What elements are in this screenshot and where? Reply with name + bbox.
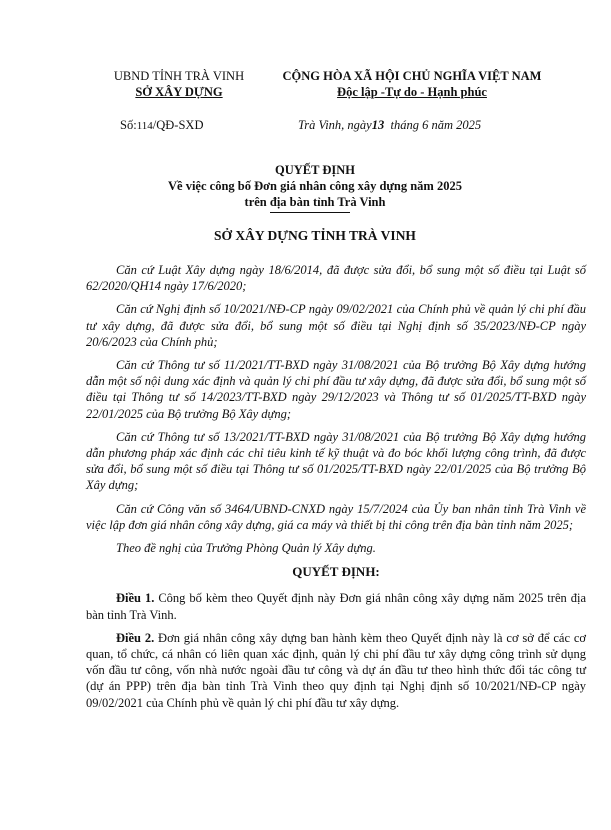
number-value: 114: [136, 120, 153, 132]
department-name: SỞ XÂY DỰNG: [135, 85, 223, 99]
number-prefix: Số:: [120, 118, 137, 132]
national-header: [252, 68, 572, 100]
date-prefix: Trà Vinh, ngày: [298, 118, 372, 132]
title-subject-2: trên địa bàn tỉnh Trà Vinh: [244, 195, 386, 209]
date-day: 13: [371, 118, 385, 132]
title-divider: [270, 212, 350, 213]
issuing-authority: [94, 68, 264, 100]
document-number: [120, 118, 203, 133]
preamble-item: Căn cứ Nghị định số 10/2021/NĐ-CP ngày 09/02/2021 của Chính phủ về quản lý chi phí đầu tư xây dựng, đã được sửa đổi, bổ sung một số điều tại Nghị định số 35/2023/NĐ-CP ngày 20/6/2023 của Chính phủ;: [86, 302, 586, 349]
national-title: CỘNG HÒA XÃ HỘI CHỦ NGHĨA VIỆT NAM: [282, 69, 542, 83]
document-date: [298, 118, 481, 133]
document-body: [86, 262, 586, 718]
article-1-label: Điều 1.: [116, 591, 155, 606]
decision-heading: QUYẾT ĐỊNH:: [292, 564, 380, 580]
title-subject-1: Về việc công bố Đơn giá nhân công xây dựng năm 2025: [168, 179, 462, 193]
preamble-item: Căn cứ Công văn số 3464/UBND-CNXD ngày 15/7/2024 của Ủy ban nhân tỉnh Trà Vinh về việc lập đơn giá nhân công xây dựng, giá ca máy và thiết bị thi công trên địa bàn tỉnh năm 2025;: [86, 501, 586, 532]
preamble-item: Căn cứ Luật Xây dựng ngày 18/6/2014, đã được sửa đổi, bổ sung một số điều tại Luật số 62/2020/QH14 ngày 17/6/2020;: [86, 263, 586, 294]
date-rest: tháng 6 năm 2025: [390, 118, 482, 132]
article-2-label: Điều 2.: [116, 630, 155, 645]
title-type: QUYẾT ĐỊNH: [275, 163, 355, 177]
article-2-text: Đơn giá nhân công xây dựng ban hành kèm theo Quyết định này là cơ sở để các cơ quan, tổ chức, cá nhân có liên quan xác định, quản lý chi phí đầu tư xây dựng công trình sử dụng vốn đầu tư công, vốn nhà nước ngoài đầu tư công và dự án đầu tư theo hình thức đối tác công tư (dự án PPP) trên địa bàn tỉnh Trà Vinh theo quy định tại Nghị định số 10/2021/NĐ-CP ngày 09/02/2021 của Chính phủ về quản lý chi phí đầu tư xây dựng.: [86, 630, 586, 710]
article-1: [86, 590, 586, 622]
article-1-text: Công bố kèm theo Quyết định này Đơn giá nhân công xây dựng năm 2025 trên địa bàn tỉnh Trà Vinh.: [86, 591, 586, 622]
document-title: [40, 162, 590, 210]
number-suffix: /QĐ-SXD: [152, 118, 204, 132]
article-2: [86, 630, 586, 711]
preamble-item: Căn cứ Thông tư số 11/2021/TT-BXD ngày 31/08/2021 của Bộ trưởng Bộ Xây dựng hướng dẫn một số nội dung xác định và quản lý chi phí đầu tư xây dựng, đã được sửa đổi, bổ sung một số điều tại Thông tư số 14/2023/TT-BXD ngày 29/12/2023 và Thông tư số 01/2025/TT-BXD ngày 22/01/2025 của Bộ trưởng Bộ Xây dựng;: [86, 358, 586, 421]
national-motto: Độc lập -Tự do - Hạnh phúc: [337, 85, 487, 99]
preamble-item: Căn cứ Thông tư số 13/2021/TT-BXD ngày 31/08/2021 của Bộ trưởng Bộ Xây dựng hướng dẫn phương pháp xác định các chỉ tiêu kinh tế kỹ thuật và đo bóc khối lượng công trình, đã được sửa đổi, bổ sung một số điều tại Thông tư số 01/2025/TT-BXD ngày 22/01/2025 của Bộ trưởng Bộ Xây dựng;: [86, 429, 586, 493]
preamble-item: Theo đề nghị của Trưởng Phòng Quản lý Xây dựng.: [116, 541, 376, 556]
province-committee: UBND TỈNH TRÀ VINH: [113, 69, 245, 83]
agency-heading: SỞ XÂY DỰNG TỈNH TRÀ VINH: [214, 228, 416, 243]
